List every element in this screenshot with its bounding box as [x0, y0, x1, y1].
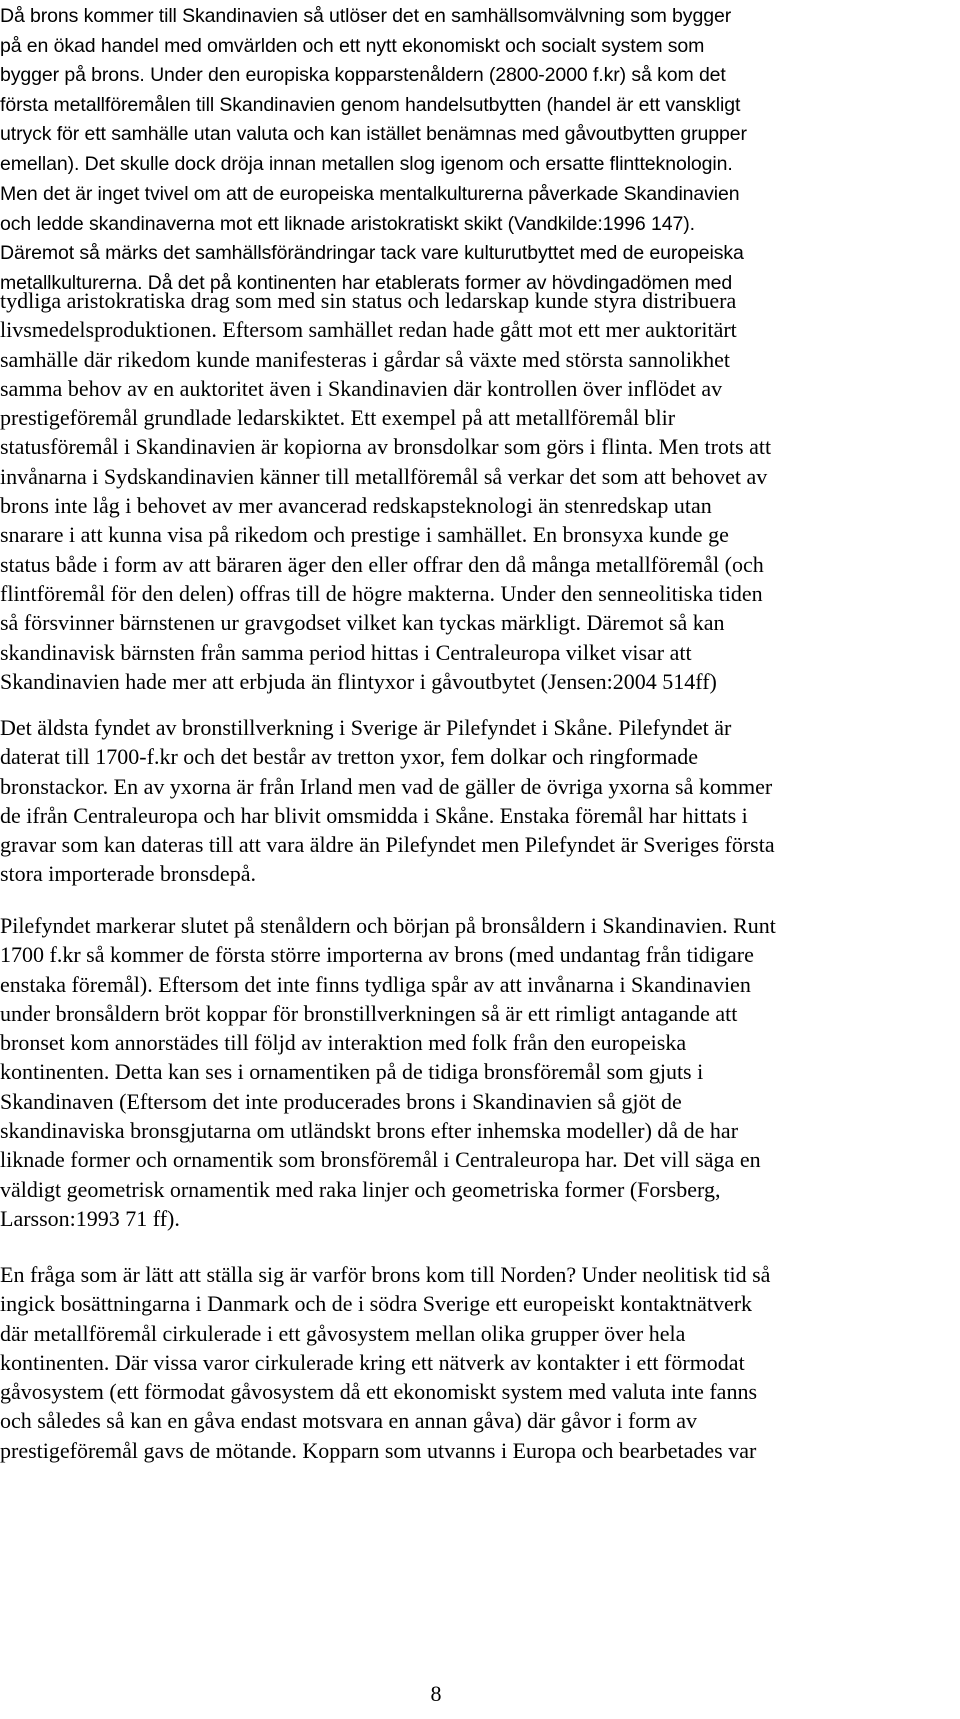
- text-line: tydliga aristokratiska drag som med sin status och ledarskap kunde styra distribuera: [0, 288, 737, 313]
- text-line: En fråga som är lätt att ställa sig är varför brons kom till Norden? Under neolitisk tid så: [0, 1262, 771, 1287]
- text-line: daterat till 1700-f.kr och det består av tretton yxor, fem dolkar och ringformade: [0, 744, 698, 770]
- text-line: 1700 f.kr så kommer de första större importerna av brons (med undantag från tidigare: [0, 942, 754, 968]
- text-line: enstaka föremål). Eftersom det inte finns tydliga spår av att invånarna i Skandinavien: [0, 971, 751, 997]
- text-line: bronstackor. En av yxorna är från Irland men vad de gäller de övriga yxorna så kommer: [0, 773, 773, 799]
- text-line: väldigt geometrisk ornamentik med raka linjer och geometriska former (Forsberg,: [0, 1176, 721, 1202]
- text-line: brons inte låg i behovet av mer avancerad redskapsteknologi än stenredskap utan: [0, 493, 712, 519]
- text-line: gravar som kan dateras till att vara äldre än Pilefyndet men Pilefyndet är Sveriges första: [0, 832, 775, 858]
- text-line: Då brons kommer till Skandinavien så utlöser det en samhällsomvälvning som bygger: [0, 5, 732, 27]
- text-line: första metallföremålen till Skandinavien genom handelsutbytten (handel är ett vanskligt: [0, 93, 741, 116]
- text-line: kontinenten. Där vissa varor cirkulerade kring ett nätverk av kontakter i ett förmodat: [0, 1349, 745, 1375]
- text-line: bygger på brons. Under den europiska kopparstenåldern (2800-2000 f.kr) så kom det: [0, 64, 726, 87]
- text-line: där metallföremål cirkulerade i ett gåvosystem mellan olika grupper över hela: [0, 1320, 686, 1346]
- text-line: samhälle där rikedom kunde manifesteras i gårdar så växte med största sannolikhet: [0, 346, 731, 372]
- paragraph: [0, 1260, 950, 1465]
- paragraph: [0, 180, 950, 298]
- paragraph: [0, 2, 950, 150]
- text-line: statusföremål i Skandinavien är kopiorna av bronsdolkar som görs i flinta. Men trots att: [0, 434, 772, 460]
- text-line: skandinavisk bärnsten från samma period hittas i Centraleuropa vilket visar att: [0, 639, 692, 665]
- text-line: stora importerade bronsdepå.: [0, 861, 256, 887]
- text-line: prestigeföremål gavs de mötande. Kopparn som utvanns i Europa och bearbetades var: [0, 1437, 757, 1463]
- text-line: Larsson:1993 71 ff).: [0, 1205, 180, 1231]
- text-line: och således så kan en gåva endast motsvara en annan gåva) där gåvor i form av: [0, 1408, 697, 1434]
- text-line: Det äldsta fyndet av bronstillverkning i Sverige är Pilefyndet i Skåne. Pilefyndet är: [0, 715, 732, 740]
- text-line: flintföremål för den delen) offras till de högre makterna. Under den senneolitiska tiden: [0, 580, 763, 606]
- text-line: gåvosystem (ett förmodat gåvosystem då ett ekonomiskt system med valuta inte fanns: [0, 1379, 758, 1405]
- text-line: bronset kom annorstädes till följd av interaktion med folk från den europeiska: [0, 1030, 687, 1056]
- text-line: livsmedelsproduktionen. Eftersom samhället redan hade gått mot ett mer auktoritärt: [0, 317, 737, 343]
- text-line: Men det är inget tvivel om att de europeiska mentalkulturerna påverkade Skandinavien: [0, 183, 740, 205]
- paragraph: [0, 713, 950, 889]
- text-line: status både i form av att bäraren äger den eller offrar den då många metallföremål (och: [0, 551, 764, 577]
- paragraph: [0, 911, 950, 1233]
- text-line: Skandinaven (Eftersom det inte producerades brons i Skandinavien så gjöt de: [0, 1088, 682, 1114]
- text-line: utryck för ett samhälle utan valuta och kan istället benämnas med gåvoutbytten grupper: [0, 123, 747, 146]
- text-line: ingick bosättningarna i Danmark och de i södra Sverige ett europeiskt kontaktnätverk: [0, 1291, 753, 1317]
- text-line: samma behov av en auktoritet även i Skandinavien där kontrollen över inflödet av: [0, 375, 723, 401]
- text-line: de ifrån Centraleuropa och har blivit omsmidda i Skåne. Enstaka föremål har hittats i: [0, 802, 748, 828]
- text-line: liknade former och ornamentik som bronsföremål i Centraleuropa har. Det vill säga en: [0, 1147, 761, 1173]
- text-line: emellan). Det skulle dock dröja innan metallen slog igenom och ersatte flintteknologin.: [0, 153, 733, 175]
- text-line: skandinaviska bronsgjutarna om utländskt brons efter inhemska modeller) då de har: [0, 1118, 739, 1144]
- text-line: prestigeföremål grundlade ledarskiktet. Ett exempel på att metallföremål blir: [0, 405, 676, 431]
- text-line: kontinenten. Detta kan ses i ornamentiken på de tidiga bronsföremål som gjuts i: [0, 1059, 704, 1085]
- paragraph-serif-section: [0, 286, 950, 696]
- text-line: Skandinavien hade mer att erbjuda än flintyxor i gåvoutbytet (Jensen:2004 514ff): [0, 668, 717, 694]
- text-line: Däremot så märks det samhällsförändringar tack vare kulturutbyttet med de europeiska: [0, 242, 744, 265]
- text-line: invånarna i Sydskandinavien känner till metallföremål så verkar det som att behovet av: [0, 463, 768, 489]
- text-line: snarare i att kunna visa på rikedom och prestige i samhället. En bronsyxa kunde ge: [0, 522, 729, 548]
- text-line: och ledde skandinaverna mot ett liknade aristokratiskt skikt (Vandkilde:1996 147).: [0, 212, 695, 235]
- text-line: så försvinner bärnstenen ur gravgodset vilket kan tyckas märkligt. Däremot så kan: [0, 610, 725, 636]
- text-line: på en ökad handel med omvärlden och ett nytt ekonomiskt och socialt system som: [0, 34, 705, 57]
- text-line: Pilefyndet markerar slutet på stenåldern och början på bronsåldern i Skandinavien. Runt: [0, 913, 776, 938]
- text-line: metallkulturerna. Då det på kontinenten har etablerats former av hövdingadömen med: [0, 271, 733, 294]
- paragraph-continued: [0, 150, 950, 180]
- text-line: under bronsåldern bröt koppar för bronstillverkningen så är ett rimligt antagande att: [0, 1000, 738, 1026]
- page-number: 8: [430, 1681, 442, 1706]
